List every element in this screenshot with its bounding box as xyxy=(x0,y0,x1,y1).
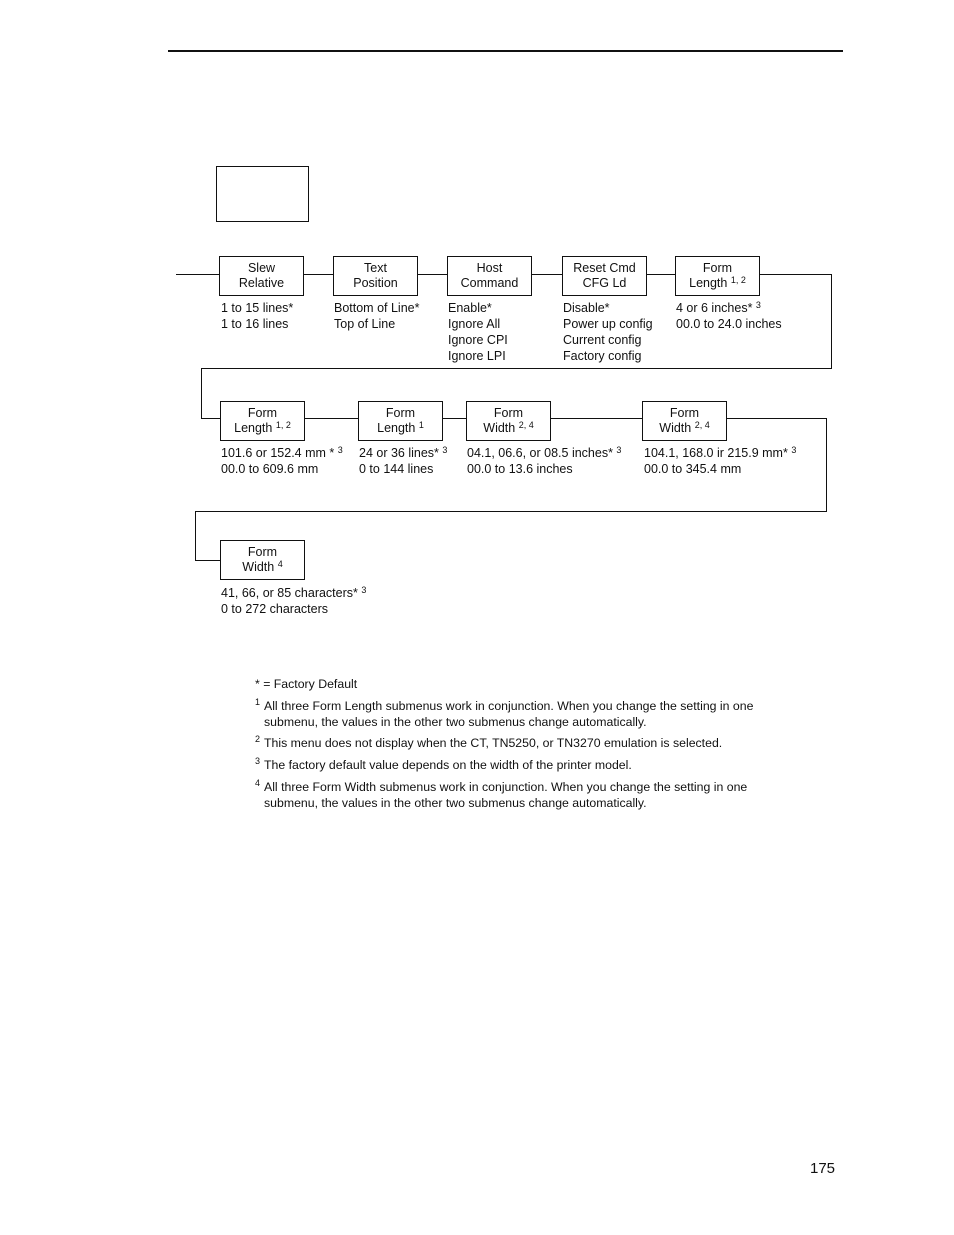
menu-box-label: Length xyxy=(234,421,273,435)
footnote-text: All three Form Length submenus work in conjunction. When you change the setting in one submenu, the values in the other two submenus change automatically. xyxy=(264,699,754,729)
menu-box-form-width-mm xyxy=(642,401,727,441)
footnote-text: The factory default value depends on the width of the printer model. xyxy=(264,758,632,772)
menu-box-label: Position xyxy=(353,276,398,290)
footnote-ref: 3 xyxy=(337,445,343,455)
footnote-text: All three Form Width submenus work in conjunction. When you change the setting in one submenu, the values in the other two submenus change automatically. xyxy=(264,780,748,810)
menu-box-form-length-mm xyxy=(220,401,305,441)
connector-line xyxy=(646,274,676,275)
page-number: 175 xyxy=(810,1160,836,1177)
connector-line xyxy=(201,418,221,419)
footnote-number: 3 xyxy=(255,756,261,766)
footnote-number: 4 xyxy=(255,778,261,788)
menu-box-label: Form xyxy=(493,406,524,420)
option-item: 0 to 144 lines xyxy=(359,462,434,476)
footnote-ref: 3 xyxy=(755,300,761,310)
footnote-text: This menu does not display when the CT, TN5250, or TN3270 emulation is selected. xyxy=(264,736,723,750)
connector-line xyxy=(531,274,563,275)
footnote-ref: 3 xyxy=(616,445,622,455)
option-item: Top of Line xyxy=(334,317,396,331)
menu-box-label: Host xyxy=(476,261,503,275)
factory-default-note xyxy=(255,677,795,693)
connector-line xyxy=(201,368,832,369)
menu-options xyxy=(448,300,508,364)
menu-box-slew-relative xyxy=(219,256,304,296)
option-item: 1 to 15 lines* xyxy=(221,301,294,315)
option-item: Bottom of Line* xyxy=(334,301,420,315)
connector-line xyxy=(726,418,826,419)
footnote-ref: 2, 4 xyxy=(694,420,710,430)
menu-box-label: Form xyxy=(385,406,416,420)
footnote-ref: 1 xyxy=(418,420,424,430)
connector-line xyxy=(417,274,448,275)
menu-box-label: Form xyxy=(702,261,733,275)
menu-box-label: Form xyxy=(247,406,278,420)
menu-box-label: Relative xyxy=(238,276,285,290)
menu-box-form-width-characters xyxy=(220,540,305,580)
menu-box-label: Length xyxy=(689,276,728,290)
option-item: 00.0 to 345.4 mm xyxy=(644,462,742,476)
footnote-item xyxy=(255,736,795,752)
header-rule xyxy=(168,50,843,52)
option-item: 41, 66, or 85 characters* xyxy=(221,586,358,600)
connector-line xyxy=(303,274,334,275)
footnote-number: 1 xyxy=(255,697,261,707)
menu-box-label: Form xyxy=(669,406,700,420)
menu-options xyxy=(221,585,366,617)
menu-options xyxy=(563,300,653,364)
menu-box-label: Command xyxy=(460,276,519,290)
menu-box-label: Reset Cmd xyxy=(573,261,636,275)
connector-line xyxy=(195,560,221,561)
option-item: 00.0 to 609.6 mm xyxy=(221,462,319,476)
footnote-ref: 3 xyxy=(442,445,448,455)
option-item: 101.6 or 152.4 mm * xyxy=(221,446,335,460)
menu-box-label: Length xyxy=(377,421,416,435)
option-item: 4 or 6 inches* xyxy=(676,301,753,315)
option-item: Factory config xyxy=(563,349,642,363)
menu-options xyxy=(644,445,796,477)
menu-box-label: Width xyxy=(483,421,516,435)
option-item: Enable* xyxy=(448,301,492,315)
menu-box-form-length-inches xyxy=(675,256,760,296)
menu-options xyxy=(221,300,293,332)
option-item: Ignore LPI xyxy=(448,349,506,363)
note-text: * = Factory Default xyxy=(255,677,358,691)
option-item: 24 or 36 lines* xyxy=(359,446,439,460)
option-item: 0 to 272 characters xyxy=(221,602,329,616)
connector-line xyxy=(195,511,827,512)
connector-line xyxy=(759,274,831,275)
menu-box-host-command xyxy=(447,256,532,296)
menu-box-label: Width xyxy=(242,560,275,574)
menu-options xyxy=(359,445,447,477)
option-item: Ignore All xyxy=(448,317,501,331)
option-item: 1 to 16 lines xyxy=(221,317,289,331)
menu-options xyxy=(676,300,782,332)
footnote-ref: 3 xyxy=(791,445,797,455)
footnote-item xyxy=(255,699,795,730)
menu-box-form-length-lines xyxy=(358,401,443,441)
menu-box-label: Width xyxy=(659,421,692,435)
connector-line xyxy=(831,274,832,369)
footnote-ref: 1, 2 xyxy=(730,275,746,285)
menu-box-form-width-inches xyxy=(466,401,551,441)
menu-box-label: Form xyxy=(247,545,278,559)
connector-line xyxy=(201,368,202,419)
option-item: Ignore CPI xyxy=(448,333,508,347)
footnote-item xyxy=(255,758,795,774)
connector-line xyxy=(176,274,220,275)
option-item: Current config xyxy=(563,333,642,347)
option-item: 00.0 to 24.0 inches xyxy=(676,317,782,331)
footnote-ref: 4 xyxy=(277,559,283,569)
menu-options xyxy=(467,445,621,477)
footnote-ref: 3 xyxy=(361,585,367,595)
connector-line xyxy=(303,418,359,419)
menu-box-label: Slew xyxy=(247,261,276,275)
connector-line xyxy=(195,511,196,561)
menu-options xyxy=(334,300,419,332)
menu-box-text-position xyxy=(333,256,418,296)
footnote-ref: 1, 2 xyxy=(275,420,291,430)
connector-line xyxy=(826,418,827,512)
option-item: 104.1, 168.0 ir 215.9 mm* xyxy=(644,446,788,460)
footnote-item xyxy=(255,780,795,811)
option-item: Power up config xyxy=(563,317,653,331)
connector-line xyxy=(550,418,643,419)
blank-menu-box xyxy=(216,166,309,222)
menu-options xyxy=(221,445,343,477)
footnote-ref: 2, 4 xyxy=(518,420,534,430)
menu-box-label: Text xyxy=(364,261,387,275)
connector-line xyxy=(441,418,467,419)
footnote-number: 2 xyxy=(255,734,261,744)
option-item: 04.1, 06.6, or 08.5 inches* xyxy=(467,446,613,460)
option-item: 00.0 to 13.6 inches xyxy=(467,462,573,476)
option-item: Disable* xyxy=(563,301,610,315)
menu-box-label: CFG Ld xyxy=(582,276,627,290)
menu-box-reset-cmd-cfg-ld xyxy=(562,256,647,296)
